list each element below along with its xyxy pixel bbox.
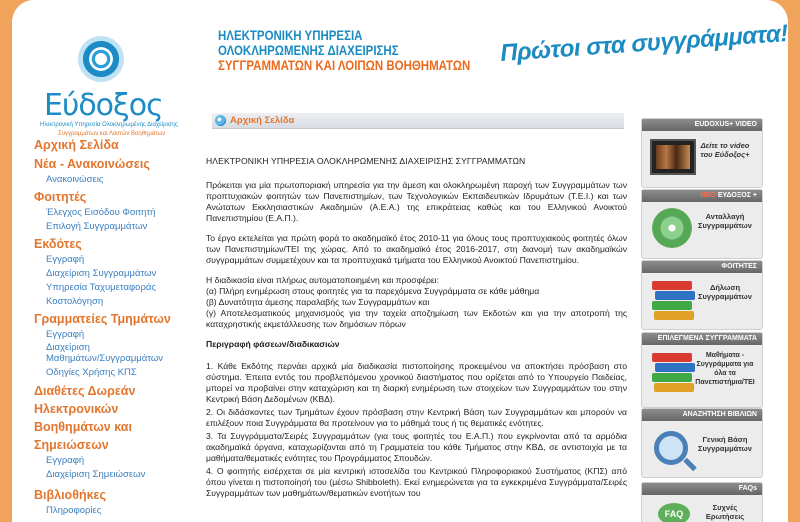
book-search-box-text: Γενική Βάση Συγγραμμάτων xyxy=(698,435,752,453)
features-paragraph xyxy=(206,275,627,330)
magnifier-icon xyxy=(654,431,688,465)
film-reel-icon xyxy=(650,139,696,175)
phase-2: 2. Οι διδάσκοντες των Τμημάτων έχουν πρόσβαση στην Κεντρική Βάση των Συγγραμμάτων και μπορούν να επιλέξουν ποια Συγγράμματα θα προτείνουν για το μάθημά τους ή τις θεματικές ενότητες. xyxy=(206,407,627,428)
intro-paragraph: Πρόκειται για μία πρωτοποριακή υπηρεσία για την άμεση και ολοκληρωμένη παροχή των Συγγραμμάτων των προπτυχιακών φοιτητών των Πανεπιστημίων, των Τεχνολογικών Εκπαιδευτικών Ιδρυμάτων (Τ.Ε.Ι.) και των Ανώτατων Εκκλησιαστικών Ακαδημιών (Α.Ε.Α.) της επικράτειας καθώς και του Ελληνικού Ανοικτού Πανεπιστημίου (Ε.Α.Π.). xyxy=(206,180,627,223)
logo-disc-icon xyxy=(78,36,124,82)
site-title-line-2: ΟΛΟΚΛΗΡΩΜΕΝΗΣ ΔΙΑΧΕΙΡΙΣΗΣ xyxy=(218,42,399,58)
feature-b: (β) Δυνατότητα άμεσης παραλαβής των Συγγραμμάτων και xyxy=(206,297,430,307)
phase-4: 4. Ο φοιτητής εισέρχεται σε μία κεντρική ιστοσελίδα του Κεντρικού Πληροφοριακού Συστήματος (ΚΠΣ) από όπου γίνεται η πιστοποίησή του (μέσω Shibboleth). Εκεί ενημερώνεται για τα εγκεκριμένα Συγγράμματα/Σειρές Συγγραμμάτων των μαθημάτων/θεματικών ενοτήτων του xyxy=(206,466,627,498)
nav-libraries[interactable]: Βιβλιοθήκες xyxy=(34,488,106,502)
disc-icon xyxy=(652,208,692,248)
logo-subtitle: Ηλεκτρονική Υπηρεσία Ολοκληρωμένης Διαχείρισης xyxy=(40,122,178,128)
students-box-text: Δήλωση Συγγραμμάτων xyxy=(698,283,752,301)
nav-publisher-register[interactable]: Εγγραφή xyxy=(46,254,85,265)
sidebar-nav xyxy=(34,135,204,518)
exchange-box-header-label: ΕΥΔΟΞΟΣ + xyxy=(717,192,757,199)
site-logo[interactable] xyxy=(30,26,180,137)
nav-free-materials-line-3: Βοηθημάτων και xyxy=(34,420,132,434)
history-paragraph: Το έργο εκτελείται για πρώτη φορά το ακαδημαϊκό έτος 2010-11 για όλους τους προπτυχιακούς φοιτητές όλων των Πανεπιστημίων/ΤΕΙ της χώρας. Από το ακαδημαϊκό έτος 2016-2017, στη διανομή των ακαδημαϊκών συγγραμμάτων συμμετέχουν και τα προπτυχιακά τμήματα του Ελληνικού Ανοικτού Πανεπιστημίου. xyxy=(206,233,627,265)
selected-books-box-header: ΕΠΙΛΕΓΜΕΝΑ ΣΥΓΓΡΑΜΜΑΤΑ xyxy=(642,333,762,345)
nav-libraries-info[interactable]: Πληροφορίες xyxy=(46,505,102,516)
nav-free-register[interactable]: Εγγραφή xyxy=(46,455,85,466)
home-globe-icon xyxy=(215,115,226,126)
nav-student-book-selection[interactable]: Επιλογή Συγγραμμάτων xyxy=(46,221,148,232)
selected-books-box-text: Μαθήματα - Συγγράμματα για όλα τα Πανεπιστήμια/ΤΕΙ xyxy=(695,352,755,386)
nav-free-materials-line-4: Σημειώσεων xyxy=(34,438,109,452)
slogan: Πρώτοι στα συγγράμματα! xyxy=(499,19,789,68)
feature-a: (α) Πλήρη ενημέρωση στους φοιτητές για τα παρεχόμενα Συγγράμματα σε κάθε μάθημα xyxy=(206,286,540,296)
new-tag: ΝΕΟ xyxy=(700,192,716,199)
breadcrumb-home[interactable]: Αρχική Σελίδα xyxy=(230,115,295,126)
nav-free-manage-notes[interactable]: Διαχείριση Σημειώσεων xyxy=(46,469,146,480)
site-title-line-3: ΣΥΓΓΡΑΜΜΑΤΩΝ ΚΑΙ ΛΟΙΠΩΝ ΒΟΗΘΗΜΑΤΩΝ xyxy=(218,57,471,73)
faq-box-text: Συχνές Ερωτήσεις xyxy=(705,503,745,521)
nav-publisher-courier[interactable]: Υπηρεσία Ταχυμεταφοράς xyxy=(46,282,156,293)
nav-free-materials[interactable] xyxy=(34,382,204,454)
site-title xyxy=(218,28,470,73)
book-search-box[interactable] xyxy=(641,408,763,478)
students-box[interactable] xyxy=(641,260,763,330)
nav-news[interactable]: Νέα - Ανακοινώσεις xyxy=(34,157,150,171)
selected-books-box[interactable] xyxy=(641,332,763,408)
nav-home[interactable]: Αρχική Σελίδα xyxy=(34,138,119,152)
exchange-box-header xyxy=(642,190,762,202)
nav-secretariat-manage[interactable] xyxy=(34,342,204,364)
nav-student-login-check[interactable]: Έλεγχος Εισόδου Φοιτητή xyxy=(46,207,156,218)
nav-publisher-manage-books[interactable]: Διαχείριση Συγγραμμάτων xyxy=(46,268,157,279)
nav-news-announcements[interactable]: Ανακοινώσεις xyxy=(46,174,104,185)
faq-icon: FAQ xyxy=(658,503,690,522)
faq-box-header: FAQs xyxy=(642,483,762,495)
logo-name: Εύδοξος xyxy=(44,88,163,123)
features-intro: Η διαδικασία είναι πλήρως αυτοματοποιημένη και προσφέρει: xyxy=(206,275,439,285)
nav-publisher-pricing[interactable]: Κοστολόγηση xyxy=(46,296,104,307)
video-box-header: EUDOXUS+ VIDEO xyxy=(642,119,762,131)
nav-publishers[interactable]: Εκδότες xyxy=(34,237,82,251)
faq-box[interactable] xyxy=(641,482,763,522)
phases-heading: Περιγραφή φάσεων/διαδικασιών xyxy=(206,339,340,349)
exchange-box-text: Ανταλλαγή Συγγραμμάτων xyxy=(698,212,752,230)
main-content xyxy=(206,156,627,508)
logo-subtitle-2: Συγγραμμάτων και Λοιπών Βοηθημάτων xyxy=(58,131,166,137)
nav-students[interactable]: Φοιτητές xyxy=(34,190,87,204)
nav-secretariat-manage-line-2: Μαθημάτων/Συγγραμμάτων xyxy=(46,353,164,364)
nav-secretariat-register[interactable]: Εγγραφή xyxy=(46,329,85,340)
nav-free-materials-line-1: Διαθέτες Δωρεάν xyxy=(34,384,136,398)
nav-free-materials-line-2: Ηλεκτρονικών xyxy=(34,402,119,416)
books-icon xyxy=(652,281,694,321)
exchange-box[interactable] xyxy=(641,189,763,259)
book-search-box-header: ΑΝΑΖΗΤΗΣΗ ΒΙΒΛΙΩΝ xyxy=(642,409,762,421)
nav-secretariats[interactable]: Γραμματείες Τμημάτων xyxy=(34,312,171,326)
nav-secretariat-manage-line-1: Διαχείριση xyxy=(46,342,90,353)
phase-1: 1. Κάθε Εκδότης περνάει αρχικά μία διαδικασία πιστοποίησης προκειμένου να αποκτήσει πρόσβαση στο σύστημα. Έπειτα εντός του προβλεπόμενου χρονικού διαστήματος που ορίζεται από το Υπουργείο Παιδείας, μπορεί να προβαίνει στην καταχώριση και τη διαρκή ενημέρωση των στοιχείων των Συγγραμμάτων του στην Κεντρική Βάση Δεδομένων (ΚΒΔ). xyxy=(206,361,627,404)
breadcrumb xyxy=(212,113,624,129)
feature-c: (γ) Αποτελεσματικούς μηχανισμούς για την ταχεία αποζημίωση των Εκδοτών και για την αποτροπή της καταχρηστικής εκμετάλλευσης των δημόσιων πόρων xyxy=(206,308,627,329)
video-box[interactable] xyxy=(641,118,763,188)
site-title-line-1: ΗΛΕΚΤΡΟΝΙΚΗ ΥΠΗΡΕΣΙΑ xyxy=(218,27,363,43)
page-title: ΗΛΕΚΤΡΟΝΙΚΗ ΥΠΗΡΕΣΙΑ ΟΛΟΚΛΗΡΩΜΕΝΗΣ ΔΙΑΧΕΙΡΙΣΗΣ ΣΥΓΓΡΑΜΜΑΤΩΝ xyxy=(206,156,526,166)
books-stack-icon xyxy=(652,353,694,393)
video-box-text: Δείτε το video του Εύδοξος+ xyxy=(700,141,750,159)
nav-secretariat-guide[interactable]: Οδηγίες Χρήσης ΚΠΣ xyxy=(46,367,137,378)
phase-3: 3. Τα Συγγράμματα/Σειρές Συγγραμμάτων (για τους φοιτητές του Ε.Α.Π.) που εγκρίνονται από τα αρμόδια ακαδημαϊκά όργανα, καταχωρίζονται από τη Γραμματεία του κάθε Τμήματος στην ΚΒΔ, σε αντιστοιχία με τα μαθήματα/θεματικές ενότητες του Προγράμματος Σπουδών. xyxy=(206,431,627,463)
students-box-header: ΦΟΙΤΗΤΕΣ xyxy=(642,261,762,273)
